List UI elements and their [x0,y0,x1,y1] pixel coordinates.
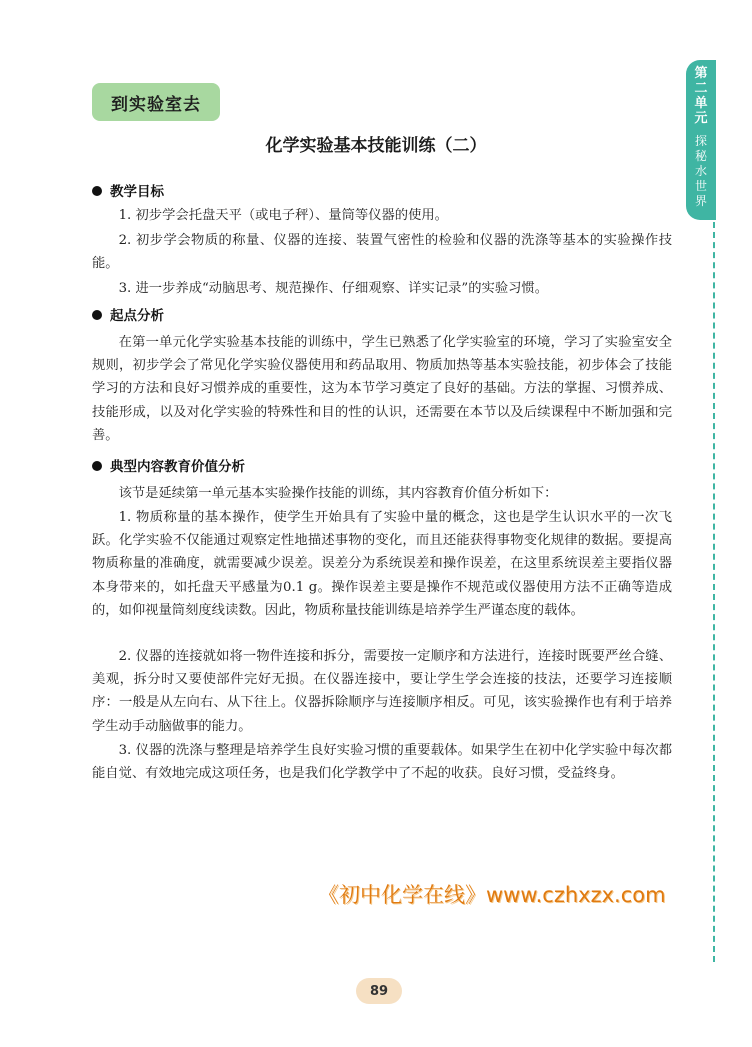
goals-item-2: 2. 初步学会物质的称量、仪器的连接、装置气密性的检验和仪器的洗涤等基本的实验操作技能。 [92,233,672,272]
bullet-icon [92,461,102,471]
side-tab-name-char: 秘 [694,149,707,163]
site-watermark: 《初中化学在线》www.czhxzx.com [318,883,666,907]
side-dashed-divider [713,222,715,962]
side-tab-name-char: 世 [694,179,707,193]
bullet-icon [92,186,102,196]
section-badge: 到实验室去 [92,83,220,121]
goals-item-1: 1. 初步学会托盘天平（或电子秤）、量筒等仪器的使用。 [118,208,448,223]
section-heading-start [92,304,164,324]
page-number: 89 [356,978,402,1004]
section-heading-text: 典型内容教育价值分析 [110,459,245,475]
value-item-2: 2. 仪器的连接就如将一物件连接和拆分，需要按一定顺序和方法进行，连接时既要严丝合缝、美观，拆分时又要使部件完好无损。在仪器连接中，要让学生学会连接的技法，还要学习连接顺序：一般是从左向右、从下往上。仪器拆除顺序与连接顺序相反。可见，该实验操作也有利于培养学生动手动脑做事的能力。 [92,649,672,734]
page-title: 化学实验基本技能训练（二） [265,136,487,156]
side-tab-unit-char: 二 [694,81,708,96]
side-tab-name-char: 界 [694,194,707,208]
goals-item-3: 3. 进一步养成“动脑思考、规范操作、仔细观察、详实记录”的实验习惯。 [118,281,549,296]
section-heading-goals [92,180,164,200]
side-tab-name-char: 水 [694,164,707,178]
chapter-side-tab [686,60,716,220]
value-item-1: 1. 物质称量的基本操作，使学生开始具有了实验中量的概念，这也是学生认识水平的一次飞跃。化学实验不仅能通过观察定性地描述事物的变化，而且还能获得事物变化规律的数据。要提高物质称量的准确度，就需要减少误差。误差分为系统误差和操作误差，在这里系统误差主要指仪器本身带来的，如托盘天平感量为0.1 g。操作误差主要是操作不规范或仪器使用方法不正确等造成的，如仰视量筒刻度线读数。因此，物质称量技能训练是培养学生严谨态度的载体。 [92,510,672,618]
section-heading-text: 起点分析 [110,308,164,324]
side-tab-unit-char: 单 [694,96,708,111]
side-tab-unit-char: 第 [694,66,708,81]
start-paragraph: 在第一单元化学实验基本技能的训练中，学生已熟悉了化学实验室的环境，学习了实验室安全规则，初步学会了常见化学实验仪器使用和药品取用、物质加热等基本实验技能，初步体会了技能学习的方法和良好习惯养成的重要性，这为本节学习奠定了良好的基础。方法的掌握、习惯养成、技能形成，以及对化学实验的特殊性和目的性的认识，还需要在本节以及后续课程中不断加强和完善。 [92,335,672,443]
side-tab-name [695,134,707,209]
bullet-icon [92,310,102,320]
side-tab-name-char: 探 [694,134,707,148]
section-heading-value [92,455,245,475]
section-heading-text: 教学目标 [110,184,164,200]
side-tab-unit [694,66,707,126]
value-item-3: 3. 仪器的洗涤与整理是培养学生良好实验习惯的重要载体。如果学生在初中化学实验中每次都能自觉、有效地完成这项任务，也是我们化学教学中了不起的收获。良好习惯，受益终身。 [92,743,672,782]
side-tab-unit-char: 元 [694,111,708,126]
value-intro: 该节是延续第一单元基本实验操作技能的训练，其内容教育价值分析如下： [118,486,558,501]
